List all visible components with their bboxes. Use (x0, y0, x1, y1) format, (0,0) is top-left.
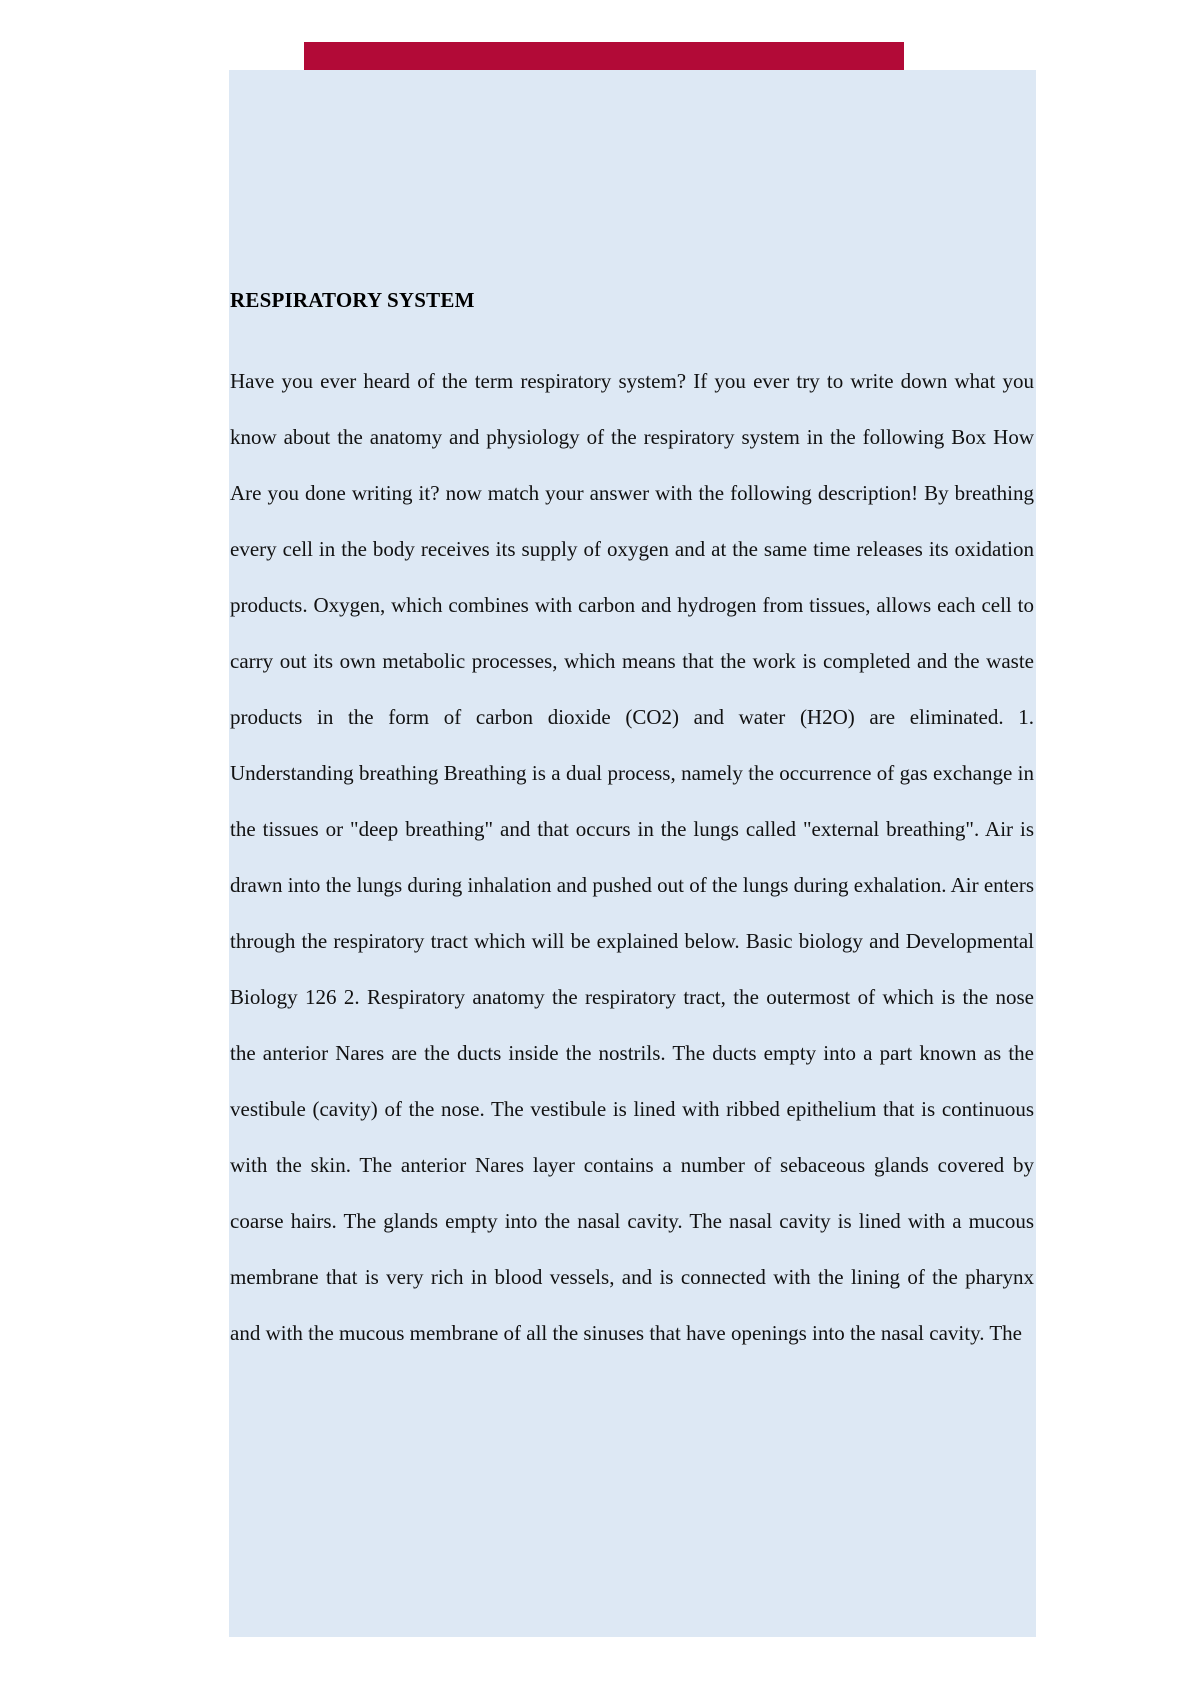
header-accent-bar (304, 42, 904, 70)
body-paragraph: Have you ever heard of the term respiratory system? If you ever try to write down what you know about the anatomy and physiology of the respiratory system in the following Box How Are you done writing it? now match your answer with the following description! By breathing every cell in the body receives its supply of oxygen and at the same time releases its oxidation products. Oxygen, which combines with carbon and hydrogen from tissues, allows each cell to carry out its own metabolic processes, which means that the work is completed and the waste products in the form of carbon dioxide (CO2) and water (H2O) are eliminated. 1. Understanding breathing Breathing is a dual process, namely the occurrence of gas exchange in the tissues or "deep breathing" and that occurs in the lungs called "external breathing". Air is drawn into the lungs during inhalation and pushed out of the lungs during exhalation. Air enters through the respiratory tract which will be explained below. Basic biology and Developmental Biology 126 2. Respiratory anatomy the respiratory tract, the outermost of which is the nose the anterior Nares are the ducts inside the nostrils. The ducts empty into a part known as the vestibule (cavity) of the nose. The vestibule is lined with ribbed epithelium that is continuous with the skin. The anterior Nares layer contains a number of sebaceous glands covered by coarse hairs. The glands empty into the nasal cavity. The nasal cavity is lined with a mucous membrane that is very rich in blood vessels, and is connected with the lining of the pharynx and with the mucous membrane of all the sinuses that have openings into the nasal cavity. The (230, 369, 1034, 1345)
document-title: RESPIRATORY SYSTEM (230, 288, 475, 312)
